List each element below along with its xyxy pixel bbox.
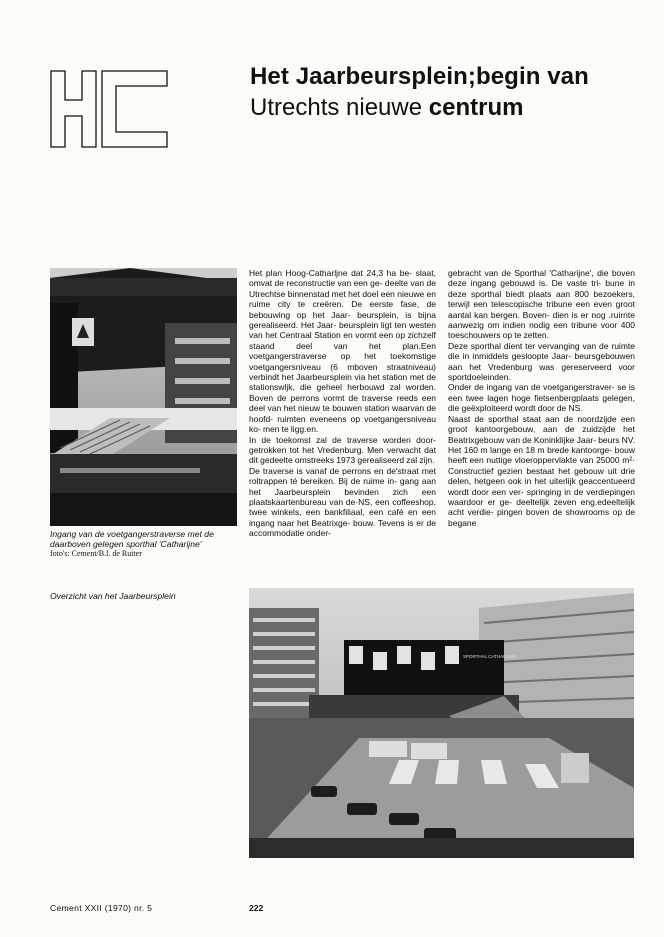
paragraph: Onder de ingang van de voetgangerstraver- se is een twee lagen hoge fietsenbergplaats gelegen, die geëxploiteerd wordt door de NS. bbox=[448, 382, 635, 414]
photo-jaarbeursplein-overview bbox=[249, 588, 634, 858]
page-number: 222 bbox=[249, 903, 264, 913]
paragraph: gebracht van de Sporthal 'Catharijne', die boven deze ingang gebouwd is. De vaste tri- bune in deze sporthal biedt plaats aan 800 bezoekers, terwijl een telescopische tribune een even groot aantal kan bergen. Boven- dien is er nog .ruirnte aanwezig om indien nodig een tribune voor 400 toeschouwers op te zetten. bbox=[448, 268, 635, 341]
photo-entrance-sporthal bbox=[50, 268, 237, 526]
paragraph: De traverse is vanaf de perrons en de'straat met roltrappen té bereiken. Bij de ruime in- gang aan het Jaarbeursplein bevinden zich een plaatskaartenbureau van de·NS, een coffeeshop, twee winkels, een bankfiliaal, een café en een ingang naar het Beatrixge- bouw. Tevens is er de accommodatie onder- bbox=[249, 465, 436, 539]
photo2-caption: Overzicht van het Jaarbeursplein bbox=[50, 591, 176, 601]
title-emphasis: centrum bbox=[428, 94, 524, 121]
photo1-caption-text: Ingang van de voetgangerstraverse met de daarboven gelegen sporthal 'Catharijne' bbox=[50, 529, 214, 549]
photo1-credit: foto's: Cement/B.l. de Ruiter bbox=[50, 549, 142, 558]
paragraph: Deze sporthal dient ter vervanging van de ruimte die in inmiddels gesloopte Jaar- beursgebouwen aan het Vredenburg was gereserveerd voor sportdoeleinden. bbox=[448, 340, 635, 383]
paragraph: Het 160 m lange en 18 m brede kantoorge- bouw heeft een nuttige vloeroppervlakte van 25000 m²· Constructief gezien bestaat het gebouw uit drie delen, hetgeen ook in het uiterlijk geaccentueerd wordt door een ver- springing in de verdiepingen waardoor er ge- deeltelijk zeven eng.edeeltelijk acht verdie- pingen boven de showrooms op de begane bbox=[448, 444, 635, 528]
article-title-line2: Utrechts nieuwe centrum bbox=[250, 94, 524, 121]
journal-issue: Cement XXII (1970) nr. 5 bbox=[50, 903, 153, 913]
photo1-caption bbox=[50, 529, 240, 559]
sporthal-sign: SPORTHAL CATHARIJNE bbox=[463, 654, 517, 659]
hc-logo bbox=[50, 70, 168, 148]
paragraph: Het plan Hoog-Catharljne dat 24,3 ha be- slaat, omvat de reconstructie van een ge- deelte van de Utrechtse binnenstad met het doel een nieuwe en ruime city te creëren. De eerste fase, de bebouwing op het Jaar- beursplein, is bijna gerealiseerd. Het Jaar- beursplein ligt ten westen van het Centraal Station en vormt een op zichzelf staand deel van het plan.Een voetgangerstraverse op het toekomstige voetgangersniveau (6 mboven straatniveau) verbindt het Jaarbeursplein via het station met de stationswljk, die geheel herbouwd zal worden. Boven de perrons vormt de traverse reeds een deel van het nieuw te bouwen station waarvan de hoofd- ruimten eveneens op voetgangersniveau ko- men te ligg.en. bbox=[249, 268, 436, 435]
paragraph: Naast de sporthal staat aan de noordzijde een groot kantoorgebouw, aan de zuidzijde het Beatrixgebouw van de Koninklijke Jaar- beurs NV. bbox=[448, 413, 636, 445]
paragraph: In de toekomst zal de traverse worden door- getrokken tot het Vredenburg. Men verwacht dat dit gedeelte omstreeks 1973 gerealiseerd zal zijn. bbox=[249, 434, 436, 466]
article-title-line1: Het Jaarbeursplein;begin van bbox=[250, 63, 589, 90]
text-column-2 bbox=[448, 268, 635, 528]
text-column-1 bbox=[249, 268, 436, 539]
